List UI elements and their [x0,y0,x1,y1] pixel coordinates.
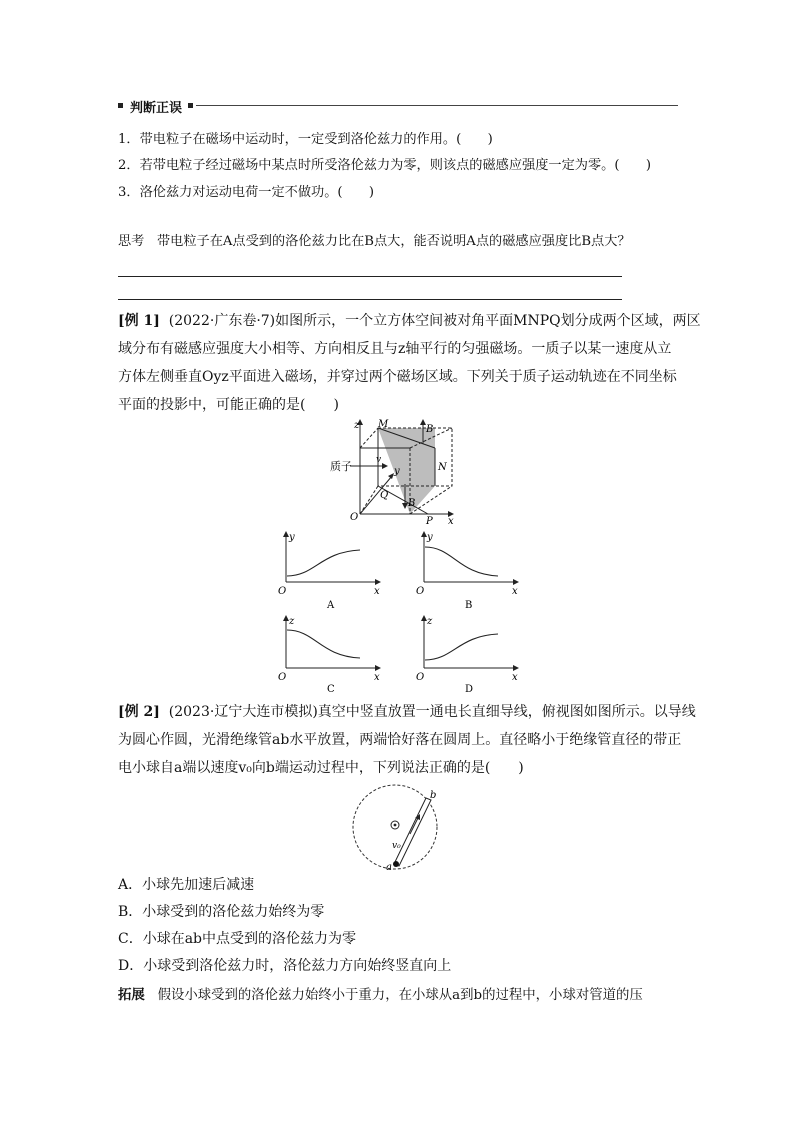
origin-label: O [350,512,359,523]
point-m-label: M [378,419,389,430]
example-1-source: (2022·广东卷·7) [168,313,276,329]
end-a-label: a [386,862,392,870]
example-1-text [118,307,701,419]
graph-option-b [408,530,528,610]
b-field-label: B [408,498,416,509]
graph-origin-label: O [416,586,425,597]
option-c: C．小球在ab中点受到的洛伦兹力为零 [118,931,357,947]
graph-x-label: x [512,672,518,683]
example-1-line: 方体左侧垂直Oyz平面进入磁场，并穿过两个磁场区域。下列关于质子运动轨迹在不同坐标 [118,369,677,385]
think-text: 带电粒子在A点受到的洛伦兹力比在B点大，能否说明A点的磁感应强度比B点大？ [156,234,631,249]
z-axis-label: z [354,420,360,431]
charged-ball [393,861,399,867]
example-2-tag: [例 2] [118,704,160,720]
example-1-line: 域分布有磁感应强度大小相等、方向相反且与z轴平行的匀强磁场。一质子以某一速度从立 [118,341,672,357]
example-2-text [118,698,696,782]
y-axis-label: y [394,466,400,477]
judgement-item-3: 3．洛伦兹力对运动电荷一定不做功。( ) [118,185,375,200]
graph-option-c [270,614,390,694]
velocity-v0-label: v₀ [392,841,401,851]
section-rule [196,105,678,106]
graph-option-a [270,530,390,610]
graph-y-label: z [427,616,433,627]
example-2-line: 真空中竖直放置一通电长直细导线，俯视图如图所示。以导线 [317,704,696,720]
graph-origin-label: O [278,672,287,683]
b-field-label: B [426,424,434,435]
judgement-item-1: 1．带电粒子在磁场中运动时，一定受到洛伦兹力的作用。( ) [118,132,493,147]
extension-label: 拓展 [118,987,145,1003]
graph-y-label: y [427,532,433,543]
velocity-label: v [376,455,382,465]
proton-label: 质子 [330,460,352,473]
option-d: D．小球受到洛伦兹力时，洛伦兹力方向始终竖直向上 [118,958,452,974]
section-title: 判断正误 [130,101,183,116]
example-2-line: 为圆心作圆，光滑绝缘管ab水平放置，两端恰好落在圆周上。直径略小于绝缘管直径的带正 [118,732,682,748]
extension-text: 假设小球受到的洛伦兹力始终小于重力，在小球从a到b的过程中，小球对管道的压 [157,988,643,1003]
square-bullet-icon [118,103,123,108]
graph-x-label: x [374,586,380,597]
x-axis-label: x [448,516,454,526]
example-2-source: (2023·辽宁大连市模拟) [168,704,318,720]
graph-option-d [408,614,528,694]
graph-x-label: x [512,586,518,597]
section-header [118,98,678,114]
end-b-label: b [430,790,437,801]
answer-line [118,299,622,300]
judgement-item-2: 2．若带电粒子经过磁场中某点时所受洛伦兹力为零，则该点的磁感应强度一定为零。( ) [118,158,651,173]
think-label: 思考 [118,234,145,249]
option-b: B．小球受到的洛伦兹力始终为零 [118,904,325,920]
graph-y-label: z [289,616,295,627]
extension-question [118,986,643,1005]
trajectory-curve [287,550,360,576]
point-q-label: Q [380,490,389,501]
graph-origin-label: O [416,672,425,683]
graph-y-label: y [289,532,295,543]
trajectory-curve [425,547,498,576]
square-bullet-icon [188,103,193,108]
point-n-label: N [438,462,447,473]
graph-letter-label: D [465,684,474,694]
graph-origin-label: O [278,586,287,597]
trajectory-curve [425,634,498,660]
graph-letter-label: C [327,684,335,694]
graph-letter-label: B [465,600,473,610]
trajectory-curve [287,630,360,658]
example-1-line: 如图所示，一个立方体空间被对角平面MNPQ划分成两个区域，两区 [275,313,701,329]
example-2-line: 电小球自a端以速度v₀向b端运动过程中，下列说法正确的是( ) [118,760,524,776]
point-p-label: P [426,516,433,526]
answer-line [118,276,622,277]
option-a: A．小球先加速后减速 [118,877,255,893]
example-1-tag: [例 1] [118,313,160,329]
think-question [118,233,631,251]
cube-diagram [330,418,470,526]
example-1-line: 平面的投影中，可能正确的是( ) [118,397,339,413]
graph-x-label: x [374,672,380,683]
wire-tube-diagram [348,784,448,870]
graph-letter-label: A [327,600,335,610]
